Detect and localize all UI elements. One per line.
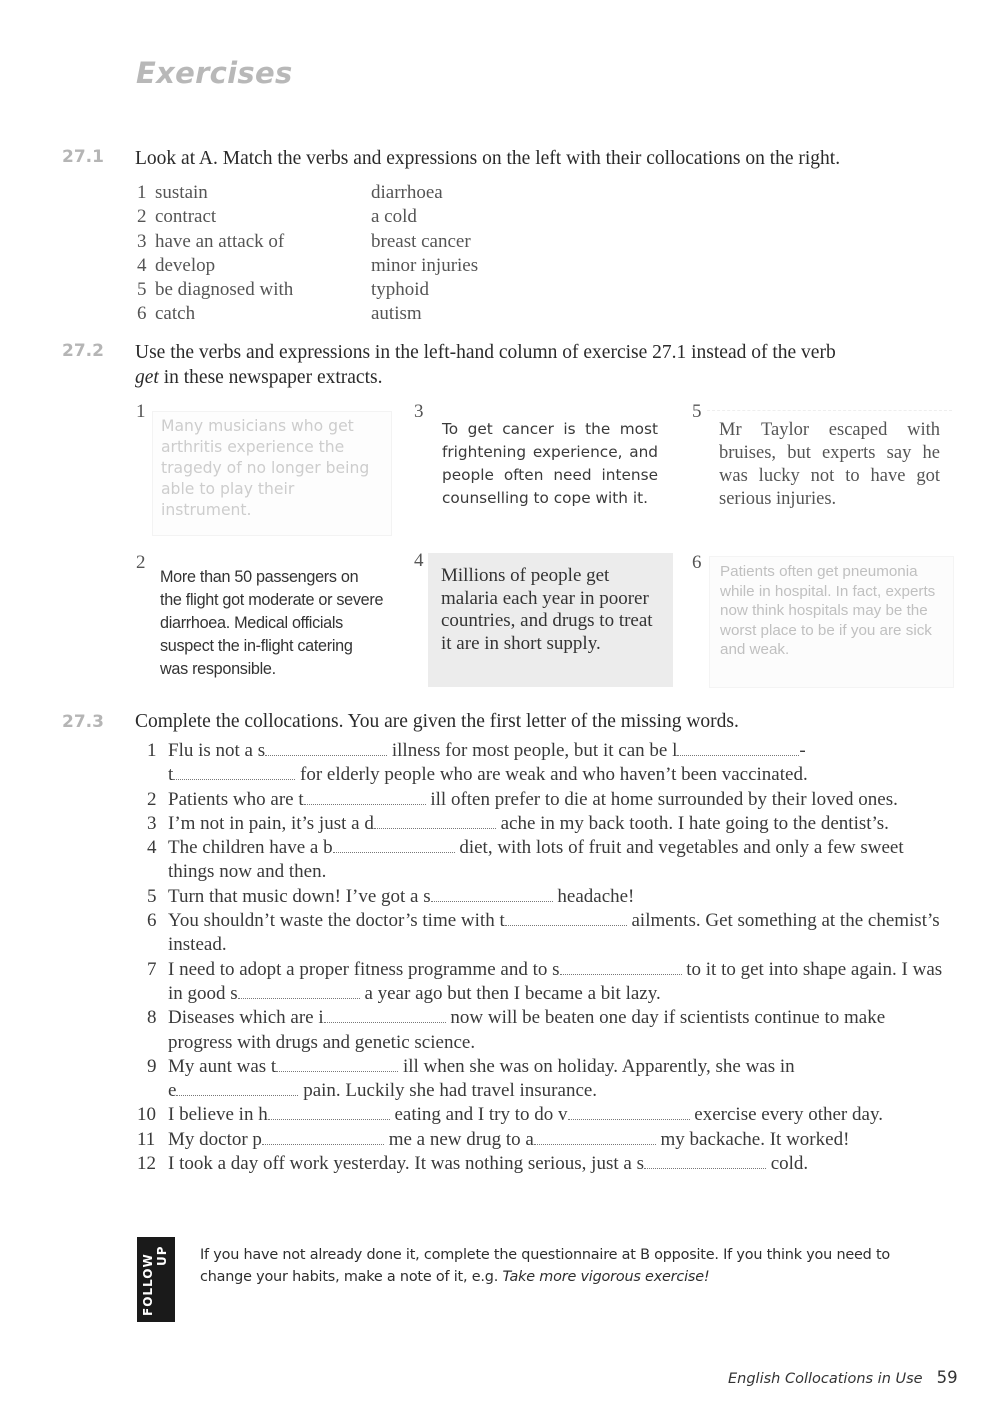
collocation-item: [147, 909, 947, 958]
answer-blank[interactable]: [431, 887, 553, 902]
page-footer: [728, 1368, 958, 1387]
follow-up-text: [200, 1244, 940, 1288]
text-segment: Flu is not a s: [168, 740, 266, 761]
collocation-item: [147, 788, 947, 812]
text-segment: My doctor p: [168, 1128, 262, 1150]
item-number: 6: [137, 303, 147, 325]
collocation-item: [147, 1055, 947, 1104]
item-number: 2: [147, 788, 157, 810]
follow-up-badge: [137, 1237, 175, 1322]
extract-number-3: 3: [414, 401, 424, 422]
text-segment: Diseases which are i: [168, 1007, 324, 1029]
text-segment: diet, with lots of fruit and vegetables and only a few sweet things now and then.: [168, 837, 904, 883]
answer-blank[interactable]: [568, 1105, 690, 1120]
instruction-italic-word: get: [135, 367, 159, 388]
item-number: 10: [137, 1104, 156, 1126]
answer-blank[interactable]: [276, 1057, 398, 1072]
collocation-item: [147, 812, 947, 836]
item-text: [168, 958, 947, 1007]
extract-number-1: 1: [136, 401, 146, 422]
text-segment: me a new drug to a: [383, 1128, 534, 1150]
match-left-item: [137, 230, 371, 254]
answer-blank[interactable]: [265, 741, 387, 756]
book-title: English Collocations in Use: [728, 1371, 923, 1387]
text-segment: eating and I try to do v: [389, 1104, 568, 1126]
match-right-item: a cold: [371, 206, 417, 228]
follow-up-instruction: If you have not already done it, complete the questionnaire at B opposite. If you think you need to change your habits, make a note of it, e.g.: [200, 1247, 891, 1285]
match-left-item: [137, 181, 371, 205]
text-segment: a year ago but then I became a bit lazy.: [359, 982, 661, 1004]
text-segment: headache!: [552, 885, 635, 907]
match-right-item: typhoid: [371, 279, 430, 301]
exercise-number-27-1: 27.1: [62, 147, 104, 167]
item-number: 5: [137, 279, 147, 301]
match-row: [137, 230, 478, 254]
answer-blank[interactable]: [176, 1081, 298, 1096]
item-text: [168, 836, 947, 885]
text-segment: ache in my back tooth. I hate going to the dentist’s.: [495, 812, 889, 834]
item-number: 11: [137, 1128, 156, 1150]
answer-blank[interactable]: [262, 1130, 384, 1145]
text-segment: -: [799, 740, 806, 761]
follow-up-badge-line2: UP: [155, 1245, 169, 1266]
text-segment: illness for most people, but it can be l: [387, 740, 678, 761]
item-text: [168, 1055, 947, 1104]
match-row: [137, 302, 478, 326]
extract-number-6: 6: [692, 552, 702, 573]
item-text: [168, 1103, 947, 1127]
answer-blank[interactable]: [374, 814, 496, 829]
item-number: 7: [147, 958, 157, 980]
item-number: 12: [137, 1153, 156, 1175]
exercise-1-instruction: Look at A. Match the verbs and expressions on the left with their collocations on the right.: [135, 148, 841, 169]
text-segment: pain. Luckily she had travel insurance.: [298, 1080, 598, 1102]
item-number: 2: [137, 206, 147, 228]
item-number: 3: [137, 230, 147, 252]
answer-blank[interactable]: [333, 838, 455, 853]
collocation-item: [147, 885, 947, 909]
verb-expression: have an attack of: [155, 230, 285, 252]
answer-blank[interactable]: [505, 911, 627, 926]
answer-blank[interactable]: [677, 741, 799, 756]
text-segment: ailments. Get something at the chemist’s instead.: [168, 910, 940, 956]
item-text: [168, 909, 947, 958]
text-segment: I need to adopt a proper fitness programme and to s: [168, 958, 560, 980]
text-segment: ill when she was on holiday. Apparently, she was in: [398, 1055, 795, 1077]
text-segment: cold.: [765, 1153, 809, 1175]
verb-expression: develop: [155, 254, 216, 276]
text-segment: t: [168, 764, 174, 786]
text-segment: Patients who are t: [168, 788, 304, 810]
exercise-2-instruction: [135, 340, 935, 390]
text-segment: I took a day off work yesterday. It was nothing serious, just a s: [168, 1153, 644, 1175]
verb-expression: sustain: [155, 182, 208, 203]
verb-expression: catch: [155, 303, 196, 325]
text-segment: for elderly people who are weak and who haven’t been vaccinated.: [295, 764, 808, 786]
item-text: [168, 812, 947, 836]
item-number: 4: [147, 837, 157, 859]
answer-blank[interactable]: [173, 765, 295, 780]
match-left-item: [137, 254, 371, 278]
answer-blank[interactable]: [238, 984, 360, 999]
collocation-item: [147, 739, 947, 788]
collocation-item: [147, 1006, 947, 1055]
exercise-number-27-3: 27.3: [62, 712, 104, 732]
verb-expression: be diagnosed with: [155, 279, 294, 301]
item-text: [168, 739, 947, 788]
item-number: 8: [147, 1007, 157, 1029]
text-segment: now will be beaten one day if scientists continue to make progress with drugs and genetic science.: [168, 1007, 886, 1053]
text-segment: I’m not in pain, it’s just a d: [168, 812, 374, 834]
text-segment: to it to get into shape again. I was in good s: [168, 958, 943, 1004]
exercise-number-27-2: 27.2: [62, 341, 104, 361]
extract-2: More than 50 passengers on the flight got moderate or severe diarrhoea. Medical officials suspect the in-flight catering was responsible.: [160, 568, 384, 678]
item-number: 1: [147, 740, 157, 761]
collocation-item: [137, 1152, 947, 1176]
collocation-item: [137, 1128, 947, 1152]
match-right-item: diarrhoea: [371, 182, 443, 203]
answer-blank[interactable]: [268, 1105, 390, 1120]
item-number: 1: [137, 182, 147, 203]
page-number: 59: [936, 1368, 958, 1387]
text-segment: My aunt was t: [168, 1055, 277, 1077]
match-right-item: breast cancer: [371, 230, 471, 252]
answer-blank[interactable]: [324, 1008, 446, 1023]
page-title: Exercises: [136, 56, 293, 90]
extract-4: Millions of people get malaria each year in poorer countries, and drugs to treat it are in short supply.: [428, 553, 673, 687]
verb-expression: contract: [155, 206, 217, 228]
answer-blank[interactable]: [534, 1130, 656, 1145]
extract-number-5: 5: [692, 401, 702, 422]
match-right-item: minor injuries: [371, 254, 479, 276]
text-segment: ill often prefer to die at home surrounded by their loved ones.: [425, 788, 898, 810]
matching-list: [137, 181, 478, 327]
match-row: [137, 278, 478, 302]
item-number: 4: [137, 254, 147, 276]
exercise-3-instruction: Complete the collocations. You are given the first letter of the missing words.: [135, 711, 739, 732]
answer-blank[interactable]: [644, 1154, 766, 1169]
item-number: 9: [147, 1055, 157, 1077]
match-left-item: [137, 278, 371, 302]
text-segment: e: [168, 1080, 177, 1102]
text-segment: my backache. It worked!: [655, 1128, 850, 1150]
extract-1: Many musicians who get arthritis experience the tragedy of no longer being able to play their instrument.: [152, 411, 392, 536]
match-right-item: autism: [371, 303, 422, 325]
match-left-item: [137, 205, 371, 229]
text-segment: The children have a b: [168, 837, 333, 859]
item-text: [168, 885, 947, 909]
instruction-text-end: in these newspaper extracts.: [158, 367, 383, 388]
item-text: [168, 1006, 947, 1055]
item-text: [168, 788, 947, 812]
text-segment: Turn that music down! I’ve got a s: [168, 885, 431, 907]
extract-6: Patients often get pneumonia while in hospital. In fact, experts now think hospitals may be the worst place to be if you are sick and weak.: [709, 556, 954, 688]
item-text: [168, 1152, 947, 1176]
item-number: 5: [147, 885, 157, 907]
answer-blank[interactable]: [560, 960, 682, 975]
item-text: [168, 1128, 947, 1152]
collocation-items: [137, 739, 947, 1176]
collocation-item: [147, 836, 947, 885]
item-number: 3: [147, 812, 157, 834]
extract-number-2: 2: [136, 552, 146, 573]
match-row: [137, 254, 478, 278]
follow-up-badge-line1: FOLLOW: [141, 1253, 155, 1316]
follow-up-example: Take more vigorous exercise!: [502, 1269, 710, 1285]
collocation-item: [137, 1103, 947, 1127]
text-segment: exercise every other day.: [689, 1104, 883, 1126]
answer-blank[interactable]: [304, 790, 426, 805]
instruction-text: Use the verbs and expressions in the left-hand column of exercise 27.1 instead of the verb: [135, 342, 836, 363]
match-row: [137, 205, 478, 229]
collocation-item: [147, 958, 947, 1007]
text-segment: I believe in h: [168, 1104, 268, 1126]
match-row: [137, 181, 478, 205]
follow-up-badge-text: [137, 1237, 175, 1322]
text-segment: You shouldn’t waste the doctor’s time with t: [168, 910, 505, 932]
item-number: 6: [147, 910, 157, 932]
extract-number-4: 4: [414, 550, 424, 571]
match-left-item: [137, 302, 371, 326]
extract-3: To get cancer is the most frightening experience, and people often need intense counselling to cope with it.: [442, 420, 658, 507]
extract-5: Mr Taylor escaped with bruises, but experts say he was lucky not to have got serious injuries.: [707, 410, 952, 535]
